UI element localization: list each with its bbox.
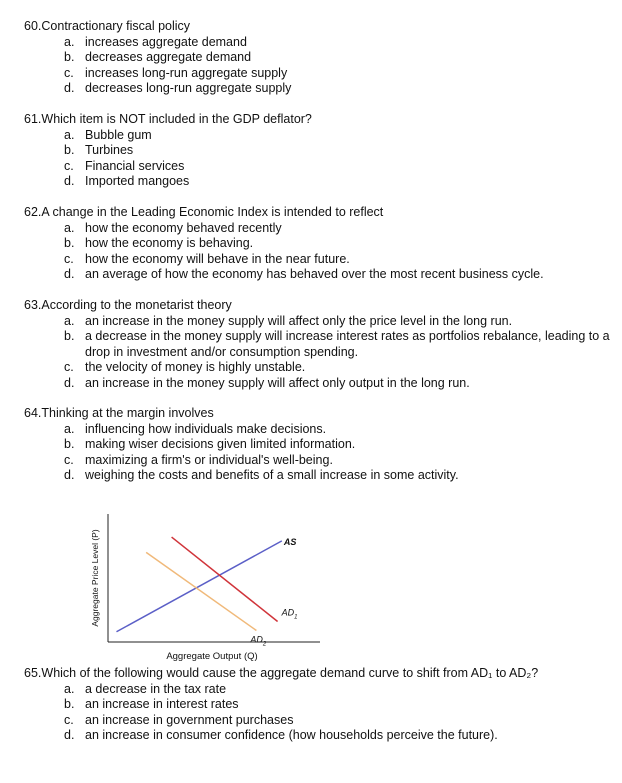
option-text: an increase in the money supply will affect only the price level in the long run.: [85, 313, 513, 328]
option-text: an increase in interest rates: [85, 697, 239, 711]
question-stem: [24, 19, 614, 35]
option-letter: c.: [64, 452, 74, 467]
option: [24, 728, 614, 744]
option-letter: d.: [64, 468, 75, 482]
question-stem: [24, 112, 614, 128]
option-text: a decrease in the money supply will increase interest rates as portfolios rebalance, leading to a drop in investment and/or consumption spending.: [85, 329, 610, 359]
option-letter: a.: [64, 681, 75, 696]
options-list: [24, 128, 614, 190]
option-text: influencing how individuals make decisions.: [85, 421, 327, 436]
option-letter: c.: [64, 712, 74, 727]
question-stem: [24, 205, 614, 221]
option: [24, 360, 614, 376]
option-text: how the economy will behave in the near future.: [85, 251, 350, 266]
question-number: 64.: [24, 406, 42, 420]
question-number: 65.: [24, 666, 42, 680]
option-text: the velocity of money is highly unstable.: [85, 360, 306, 374]
option-text: Turbines: [85, 143, 134, 157]
option-text: weighing the costs and benefits of a small increase in some activity.: [85, 468, 459, 482]
question-text: According to the monetarist theory: [41, 298, 232, 312]
option-letter: c.: [64, 65, 74, 80]
options-list: [24, 35, 614, 97]
option: [24, 66, 614, 82]
option: [24, 329, 615, 360]
question-number: 60.: [24, 19, 42, 33]
ad1-label-base: AD: [281, 607, 295, 618]
option: [24, 468, 614, 484]
option-letter: a.: [64, 34, 75, 49]
option: [24, 159, 614, 175]
question-text: Which of the following would cause the aggregate demand curve to shift from AD₁ to AD₂?: [41, 666, 539, 680]
option: [24, 437, 614, 453]
question-stem: [24, 298, 614, 314]
option-text: how the economy is behaving.: [85, 236, 254, 250]
option-text: decreases long-run aggregate supply: [85, 81, 292, 95]
option-letter: a.: [64, 421, 75, 436]
option: [24, 697, 614, 713]
option: [24, 236, 614, 252]
ad1-label-sub: 1: [294, 614, 298, 621]
question-stem: [24, 406, 614, 422]
option-text: an increase in consumer confidence (how households perceive the future).: [85, 728, 498, 742]
chart-svg: [84, 506, 324, 664]
option: [24, 267, 614, 283]
option-letter: c.: [64, 251, 74, 266]
ad2-curve-label: [249, 634, 267, 647]
option: [24, 713, 614, 729]
option-letter: d.: [64, 375, 75, 390]
option: [24, 50, 614, 66]
option: [24, 143, 614, 159]
option: [24, 682, 614, 698]
question-text: A change in the Leading Economic Index is intended to reflect: [41, 205, 384, 219]
option-text: increases aggregate demand: [85, 34, 247, 49]
ad2-label-sub: 2: [262, 641, 267, 648]
option-letter: c.: [64, 360, 74, 374]
question-61: [24, 112, 614, 190]
option-letter: b.: [64, 143, 75, 157]
option: [24, 35, 614, 51]
option: [24, 422, 614, 438]
y-axis-label: Aggregate Price Level (P): [90, 529, 100, 627]
question-63: [24, 298, 614, 391]
option-text: Financial services: [85, 158, 185, 173]
option: [24, 314, 614, 330]
option-letter: a.: [64, 220, 75, 235]
question-text: Contractionary fiscal policy: [41, 19, 191, 33]
question-60: [24, 19, 614, 97]
option: [24, 128, 614, 144]
options-list: [24, 221, 614, 283]
question-text: Which item is NOT included in the GDP deflator?: [41, 112, 312, 126]
option-text: decreases aggregate demand: [85, 50, 252, 64]
option-text: Imported mangoes: [85, 174, 190, 188]
question-62: [24, 205, 614, 283]
option-letter: a.: [64, 127, 75, 142]
option: [24, 252, 614, 268]
x-axis-label: Aggregate Output (Q): [166, 651, 258, 662]
option: [24, 174, 614, 190]
option-letter: d.: [64, 81, 75, 95]
option-text: how the economy behaved recently: [85, 220, 282, 235]
option-letter: c.: [64, 158, 74, 173]
question-number: 62.: [24, 205, 42, 219]
options-list: [24, 314, 614, 392]
as-curve-label: AS: [283, 536, 297, 547]
options-list: [24, 422, 614, 484]
option-text: Bubble gum: [85, 127, 152, 142]
option: [24, 376, 614, 392]
question-64: [24, 406, 614, 484]
ad2-label-base: AD: [250, 634, 263, 645]
options-list: [24, 682, 614, 744]
option: [24, 221, 614, 237]
question-text: Thinking at the margin involves: [41, 406, 214, 420]
option-letter: b.: [64, 50, 75, 64]
option-letter: d.: [64, 174, 75, 188]
option-letter: d.: [64, 728, 75, 742]
ad1-curve-label: [281, 608, 298, 621]
option-text: a decrease in the tax rate: [85, 681, 227, 696]
option: [24, 81, 614, 97]
option-letter: b.: [64, 329, 75, 343]
option-text: an increase in government purchases: [85, 712, 294, 727]
option-letter: b.: [64, 697, 75, 711]
question-number: 61.: [24, 112, 42, 126]
option: [24, 453, 614, 469]
option-text: an increase in the money supply will affect only output in the long run.: [85, 375, 470, 390]
ad-as-chart: [84, 506, 324, 664]
option-letter: d.: [64, 267, 75, 281]
as-curve: [116, 541, 281, 632]
question-stem: [24, 666, 614, 682]
question-65: [24, 666, 614, 744]
option-letter: b.: [64, 437, 75, 451]
option-letter: a.: [64, 313, 75, 328]
question-number: 63.: [24, 298, 42, 312]
option-text: making wiser decisions given limited information.: [85, 437, 356, 451]
option-letter: b.: [64, 236, 75, 250]
option-text: increases long-run aggregate supply: [85, 65, 288, 80]
option-text: an average of how the economy has behaved over the most recent business cycle.: [85, 267, 544, 281]
option-text: maximizing a firm's or individual's well-being.: [85, 452, 333, 467]
